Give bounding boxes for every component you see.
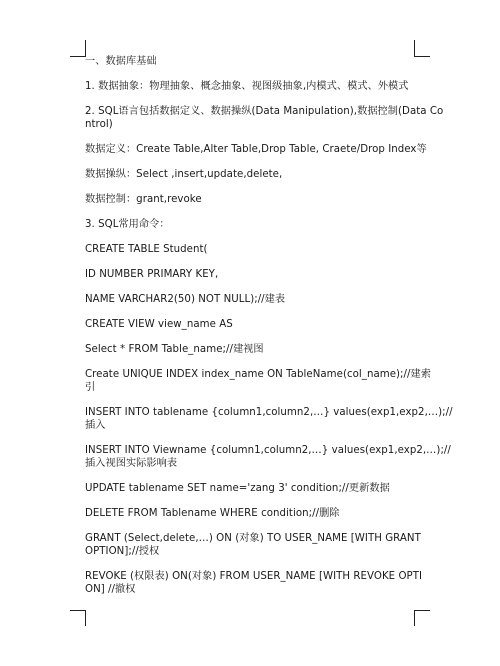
crop-mark-top-left-v <box>85 40 86 56</box>
code-create-index <box>85 368 431 394</box>
text-line: 数据定义：Create Table,Alter Table,Drop Table, Craete/Drop Index等 <box>85 144 427 155</box>
text-line: 引 <box>85 382 96 393</box>
crop-mark-bottom-left-v <box>85 610 86 626</box>
text-line: ON] //撤权 <box>85 584 136 595</box>
text-line: NAME VARCHAR2(50) NOT NULL);//建表 <box>85 294 286 305</box>
code-name-column <box>85 293 415 306</box>
text-line: DELETE FROM Tablename WHERE condition;//删除 <box>85 508 340 519</box>
code-create-table <box>85 243 415 256</box>
paragraph-data-manipulation <box>85 168 415 181</box>
text-line: 1. 数据抽象：物理抽象、概念抽象、视图级抽象,内模式、模式、外模式 <box>85 81 409 92</box>
code-update <box>85 482 415 495</box>
crop-mark-bottom-right-h <box>414 610 430 611</box>
text-line: UPDATE tablename SET name='zang 3' condition;//更新数据 <box>85 483 390 494</box>
text-line: 插入视图实际影响表 <box>85 458 178 469</box>
paragraph-data-abstraction <box>85 80 415 93</box>
code-insert-table <box>85 406 453 432</box>
code-id-column <box>85 268 415 281</box>
text-line: Select * FROM Table_name;//建视图 <box>85 344 264 355</box>
crop-mark-top-right-v <box>414 40 415 56</box>
text-line: 数据操纵：Select ,insert,update,delete, <box>85 169 283 180</box>
document-body <box>85 55 453 608</box>
crop-mark-top-left-h <box>70 56 86 57</box>
text-line: 一、数据库基础 <box>85 56 157 67</box>
crop-mark-bottom-right-v <box>414 610 415 626</box>
text-line: GRANT (Select,delete,…) ON (对象) TO USER_NAME [WITH GRANT <box>85 533 421 544</box>
text-line: INSERT INTO tablename {column1,column2,…} values(exp1,exp2,…);// <box>85 407 453 418</box>
crop-mark-top-right-h <box>414 56 430 57</box>
paragraph-sql-commands-heading <box>85 218 415 231</box>
code-grant <box>85 532 421 558</box>
text-line: ntrol) <box>85 119 113 130</box>
text-line: REVOKE (权限表) ON(对象) FROM USER_NAME [WITH REVOKE OPTI <box>85 571 423 582</box>
text-line: 3. SQL常用命令： <box>85 219 170 230</box>
code-revoke <box>85 570 423 596</box>
code-select-view <box>85 343 415 356</box>
text-line: Create UNIQUE INDEX index_name ON TableName(col_name);//建索 <box>85 369 431 380</box>
text-line: INSERT INTO Viewname {column1,column2,…} values(exp1,exp2,…);// <box>85 445 451 456</box>
text-line: 数据控制：grant,revoke <box>85 194 202 205</box>
paragraph-sql-language <box>85 105 444 131</box>
text-line: ID NUMBER PRIMARY KEY, <box>85 269 219 280</box>
code-create-view <box>85 318 415 331</box>
paragraph-data-control <box>85 193 415 206</box>
text-line: CREATE VIEW view_name AS <box>85 319 233 330</box>
text-line: 插入 <box>85 420 106 431</box>
paragraph-data-definition <box>85 143 427 156</box>
text-line: OPTION];//授权 <box>85 546 160 557</box>
text-line: 2. SQL语言包括数据定义、数据操纵(Data Manipulation),数据控制(Data Co <box>85 106 444 117</box>
code-insert-view <box>85 444 451 470</box>
section-heading <box>85 55 415 68</box>
text-line: CREATE TABLE Student( <box>85 244 208 255</box>
crop-mark-bottom-left-h <box>70 610 86 611</box>
code-delete <box>85 507 415 520</box>
